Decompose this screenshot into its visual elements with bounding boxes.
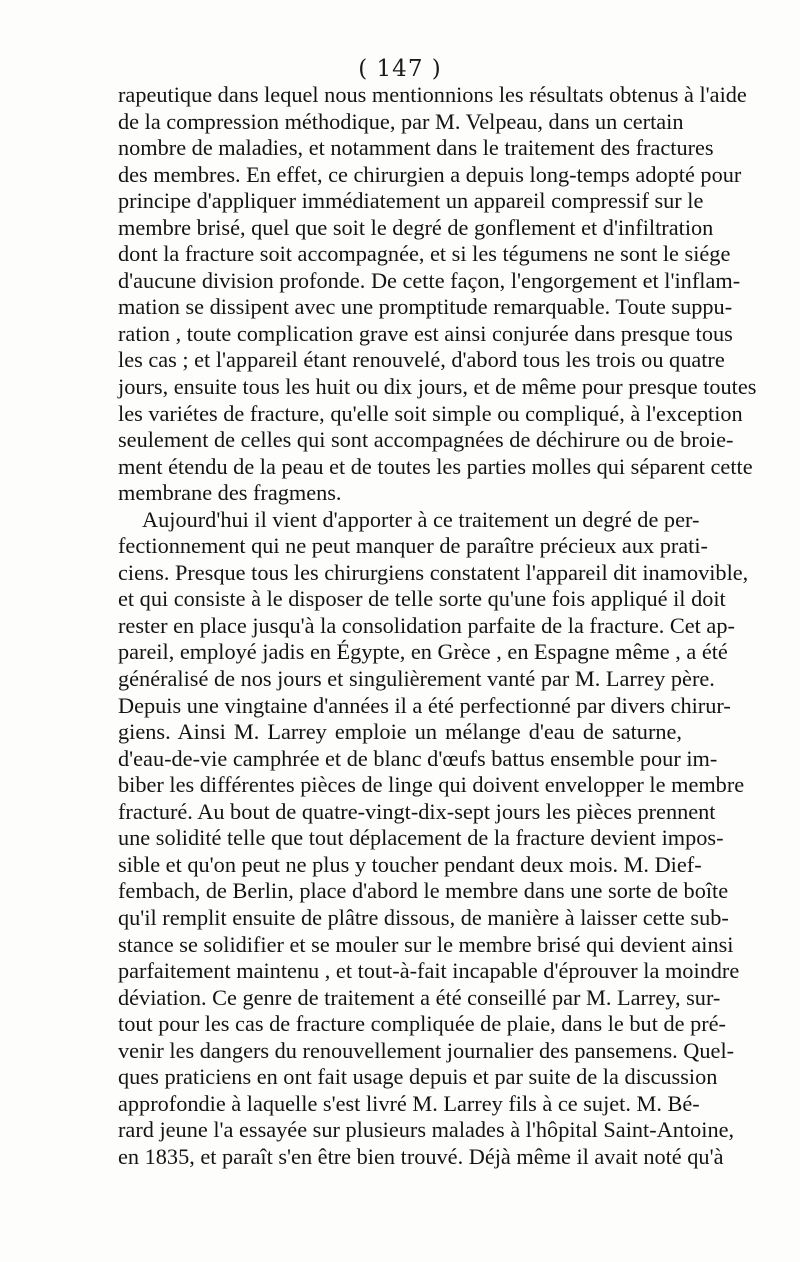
- text-line: biber les différentes pièces de linge qui doivent envelopper le membre: [118, 772, 745, 798]
- text-line: déviation. Ce genre de traitement a été conseillé par M. Larrey, sur-: [118, 984, 721, 1010]
- text-line: tout pour les cas de fracture compliquée de plaie, dans le but de pré-: [118, 1011, 726, 1037]
- text-line: membre brisé, quel que soit le degré de gonflement et d'infiltration: [118, 214, 714, 240]
- text-line: fracturé. Au bout de quatre-vingt-dix-sept jours les pièces prennent: [118, 798, 716, 824]
- text-line: mation se dissipent avec une promptitude remarquable. Toute suppu-: [118, 294, 733, 320]
- paragraph: [118, 82, 757, 507]
- text-line: des membres. En effet, ce chirurgien a depuis long-temps adopté pour: [118, 161, 742, 187]
- text-line: ques praticiens en ont fait usage depuis et par suite de la discussion: [118, 1064, 718, 1090]
- text-line: Depuis une vingtaine d'années il a été perfectionné par divers chirur-: [118, 692, 731, 718]
- text-line: nombre de maladies, et notamment dans le traitement des fractures: [118, 135, 714, 161]
- paragraph: [118, 506, 749, 1171]
- text-line: jours, ensuite tous les huit ou dix jours, et de même pour presque toutes: [118, 374, 757, 400]
- text-line: fectionnement qui ne peut manquer de paraître précieux aux prati-: [118, 533, 708, 559]
- text-line: approfondie à laquelle s'est livré M. Larrey fils à ce sujet. M. Bé-: [118, 1090, 700, 1116]
- text-line: seulement de celles qui sont accompagnées de déchirure ou de broie-: [118, 427, 734, 453]
- text-line: une solidité telle que tout déplacement de la fracture devient impos-: [118, 825, 724, 851]
- text-line: ment étendu de la peau et de toutes les parties molles qui séparent cette: [118, 453, 753, 479]
- text-line: de la compression méthodique, par M. Velpeau, dans un certain: [118, 108, 684, 134]
- body-text: [118, 82, 757, 1170]
- text-line: en 1835, et paraît s'en être bien trouvé. Déjà même il avait noté qu'à: [118, 1143, 724, 1169]
- text-line: venir les dangers du renouvellement journalier des pansemens. Quel-: [118, 1037, 735, 1063]
- text-line: rester en place jusqu'à la consolidation parfaite de la fracture. Cet ap-: [118, 612, 735, 638]
- text-line: Aujourd'hui il vient d'apporter à ce traitement un degré de per-: [142, 506, 700, 532]
- text-line: principe d'appliquer immédiatement un appareil compressif sur le: [118, 188, 704, 214]
- text-line: giens. Ainsi M. Larrey emploie un mélange d'eau de saturne,: [118, 719, 682, 745]
- text-line: dont la fracture soit accompagnée, et si les tégumens ne sont le siége: [118, 241, 731, 267]
- text-line: stance se solidifier et se mouler sur le membre brisé qui devient ainsi: [118, 931, 734, 957]
- text-line: rapeutique dans lequel nous mentionnions les résultats obtenus à l'aide: [118, 82, 747, 107]
- text-line: rard jeune l'a essayée sur plusieurs malades à l'hôpital Saint-Antoine,: [118, 1117, 735, 1143]
- text-line: sible et qu'on peut ne plus y toucher pendant deux mois. M. Dief-: [118, 851, 702, 877]
- text-line: d'aucune division profonde. De cette façon, l'engorgement et l'inflam-: [118, 267, 741, 293]
- text-line: et qui consiste à le disposer de telle sorte qu'une fois appliqué il doit: [118, 586, 726, 612]
- page-number: ( 147 ): [358, 56, 442, 82]
- text-line: ration , toute complication grave est ainsi conjurée dans presque tous: [118, 320, 733, 346]
- text-line: parfaitement maintenu , et tout-à-fait incapable d'éprouver la moindre: [118, 958, 740, 984]
- text-line: pareil, employé jadis en Égypte, en Grèce , en Espagne même , a été: [118, 639, 728, 665]
- text-line: généralisé de nos jours et singulièrement vanté par M. Larrey père.: [118, 666, 715, 692]
- text-line: d'eau-de-vie camphrée et de blanc d'œufs battus ensemble pour im-: [118, 745, 718, 771]
- text-line: membrane des fragmens.: [118, 480, 342, 506]
- text-line: les cas ; et l'appareil étant renouvelé, d'abord tous les trois ou quatre: [118, 347, 725, 373]
- text-line: les variétes de fracture, qu'elle soit simple ou compliqué, à l'exception: [118, 400, 743, 426]
- text-line: fembach, de Berlin, place d'abord le membre dans une sorte de boîte: [118, 878, 729, 904]
- text-line: ciens. Presque tous les chirurgiens constatent l'appareil dit inamovible,: [118, 559, 749, 585]
- text-line: qu'il remplit ensuite de plâtre dissous, de manière à laisser cette sub-: [118, 904, 729, 930]
